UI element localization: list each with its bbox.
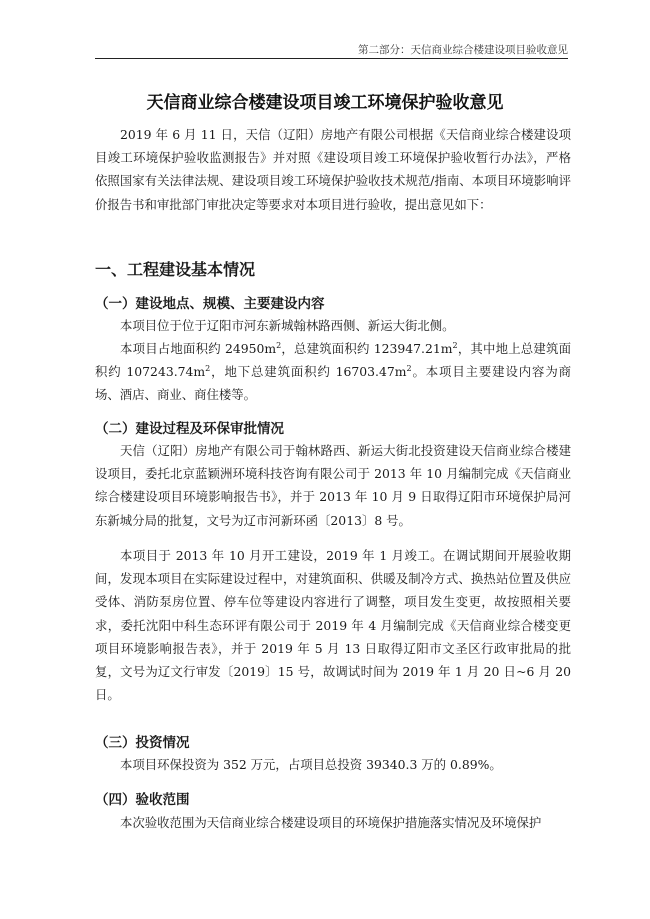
area-text-b: ，总建筑面积约 123947.21m <box>281 341 453 356</box>
subsection-1-heading: （一）建设地点、规模、主要建设内容 <box>95 296 325 312</box>
page-header <box>95 34 568 59</box>
intro-paragraph: 2019 年 6 月 11 日，天信（辽阳）房地产有限公司根据《天信商业综合楼建设项目竣工环境保护验收监测报告》并对照《建设项目竣工环境保护验收暂行办法》，严格依照国家有关法律法规、建设项目竣工环境保护验收技术规范/指南、本项目环境影响评价报告书和审批部门审批决定等要求对本项目进行验收，提出意见如下： <box>95 127 571 212</box>
document-title: 天信商业综合楼建设项目竣工环境保护验收意见 <box>146 93 504 113</box>
subsection-2-paragraph-1: 天信（辽阳）房地产有限公司于翰林路西、新运大街北投资建设天信商业综合楼建设项目，委托北京蓝颖洲环境科技咨询有限公司于 2013 年 10 月编制完成《天信商业综合楼建设项目环境影响报告书》，并于 2013 年 10 月 9 日取得辽阳市环境保护局河东新城分局的批复，文号为辽市河新环函〔2013〕8 号。 <box>95 443 571 528</box>
subsection-2-paragraph-2: 本项目于 2013 年 10 月开工建设，2019 年 1 月竣工。在调试期间开展验收期间，发现本项目在实际建设过程中，对建筑面积、供暖及制冷方式、换热站位置及供应受体、消防泵房位置、停车位等建设内容进行了调整，项目发生变更，故按照相关要求，委托沈阳中科生态环评有限公司于 2019 年 4 月编制完成《天信商业综合楼变更项目环境影响报告表》，并于 2019 年 5 月 13 日取得辽阳市文圣区行政审批局的批复，文号为辽文行审发〔2019〕15 号，故调试时间为 2019 年 1 月 20 日~6 月 20 日。 <box>95 548 571 703</box>
superscript-2: 2 <box>452 340 458 350</box>
subsection-4-paragraph-1: 本次验收范围为天信商业综合楼建设项目的环境保护措施落实情况及环境保护 <box>120 815 542 830</box>
subsection-4-heading: （四）验收范围 <box>95 792 190 808</box>
area-text-c: ，其中地上总建筑面积约 107243.74m <box>95 341 571 380</box>
superscript-2: 2 <box>205 364 211 374</box>
section-1-heading: 一、工程建设基本情况 <box>95 260 256 279</box>
subsection-2-heading: （二）建设过程及环保审批情况 <box>95 421 284 437</box>
superscript-2: 2 <box>276 340 282 350</box>
superscript-2: 2 <box>406 364 412 374</box>
subsection-3-heading: （三）投资情况 <box>95 735 190 751</box>
subsection-3-paragraph-1: 本项目环保投资为 352 万元，占项目总投资 39340.3 万的 0.89%。 <box>120 757 502 772</box>
area-text-d: ，地下总建筑面积约 16703.47m <box>210 364 407 380</box>
subsection-1-paragraph-1: 本项目位于位于辽阳市河东新城翰林路西侧、新运大街北侧。 <box>120 318 455 333</box>
subsection-1-paragraph-2 <box>95 337 571 407</box>
area-text-e: 。本项目主要建设内容为商场、酒店、商业、商住楼等。 <box>95 364 572 403</box>
header-text: 第二部分：天信商业综合楼建设项目验收意见 <box>358 44 568 56</box>
area-text-a: 本项目占地面积约 24950m <box>120 341 277 356</box>
